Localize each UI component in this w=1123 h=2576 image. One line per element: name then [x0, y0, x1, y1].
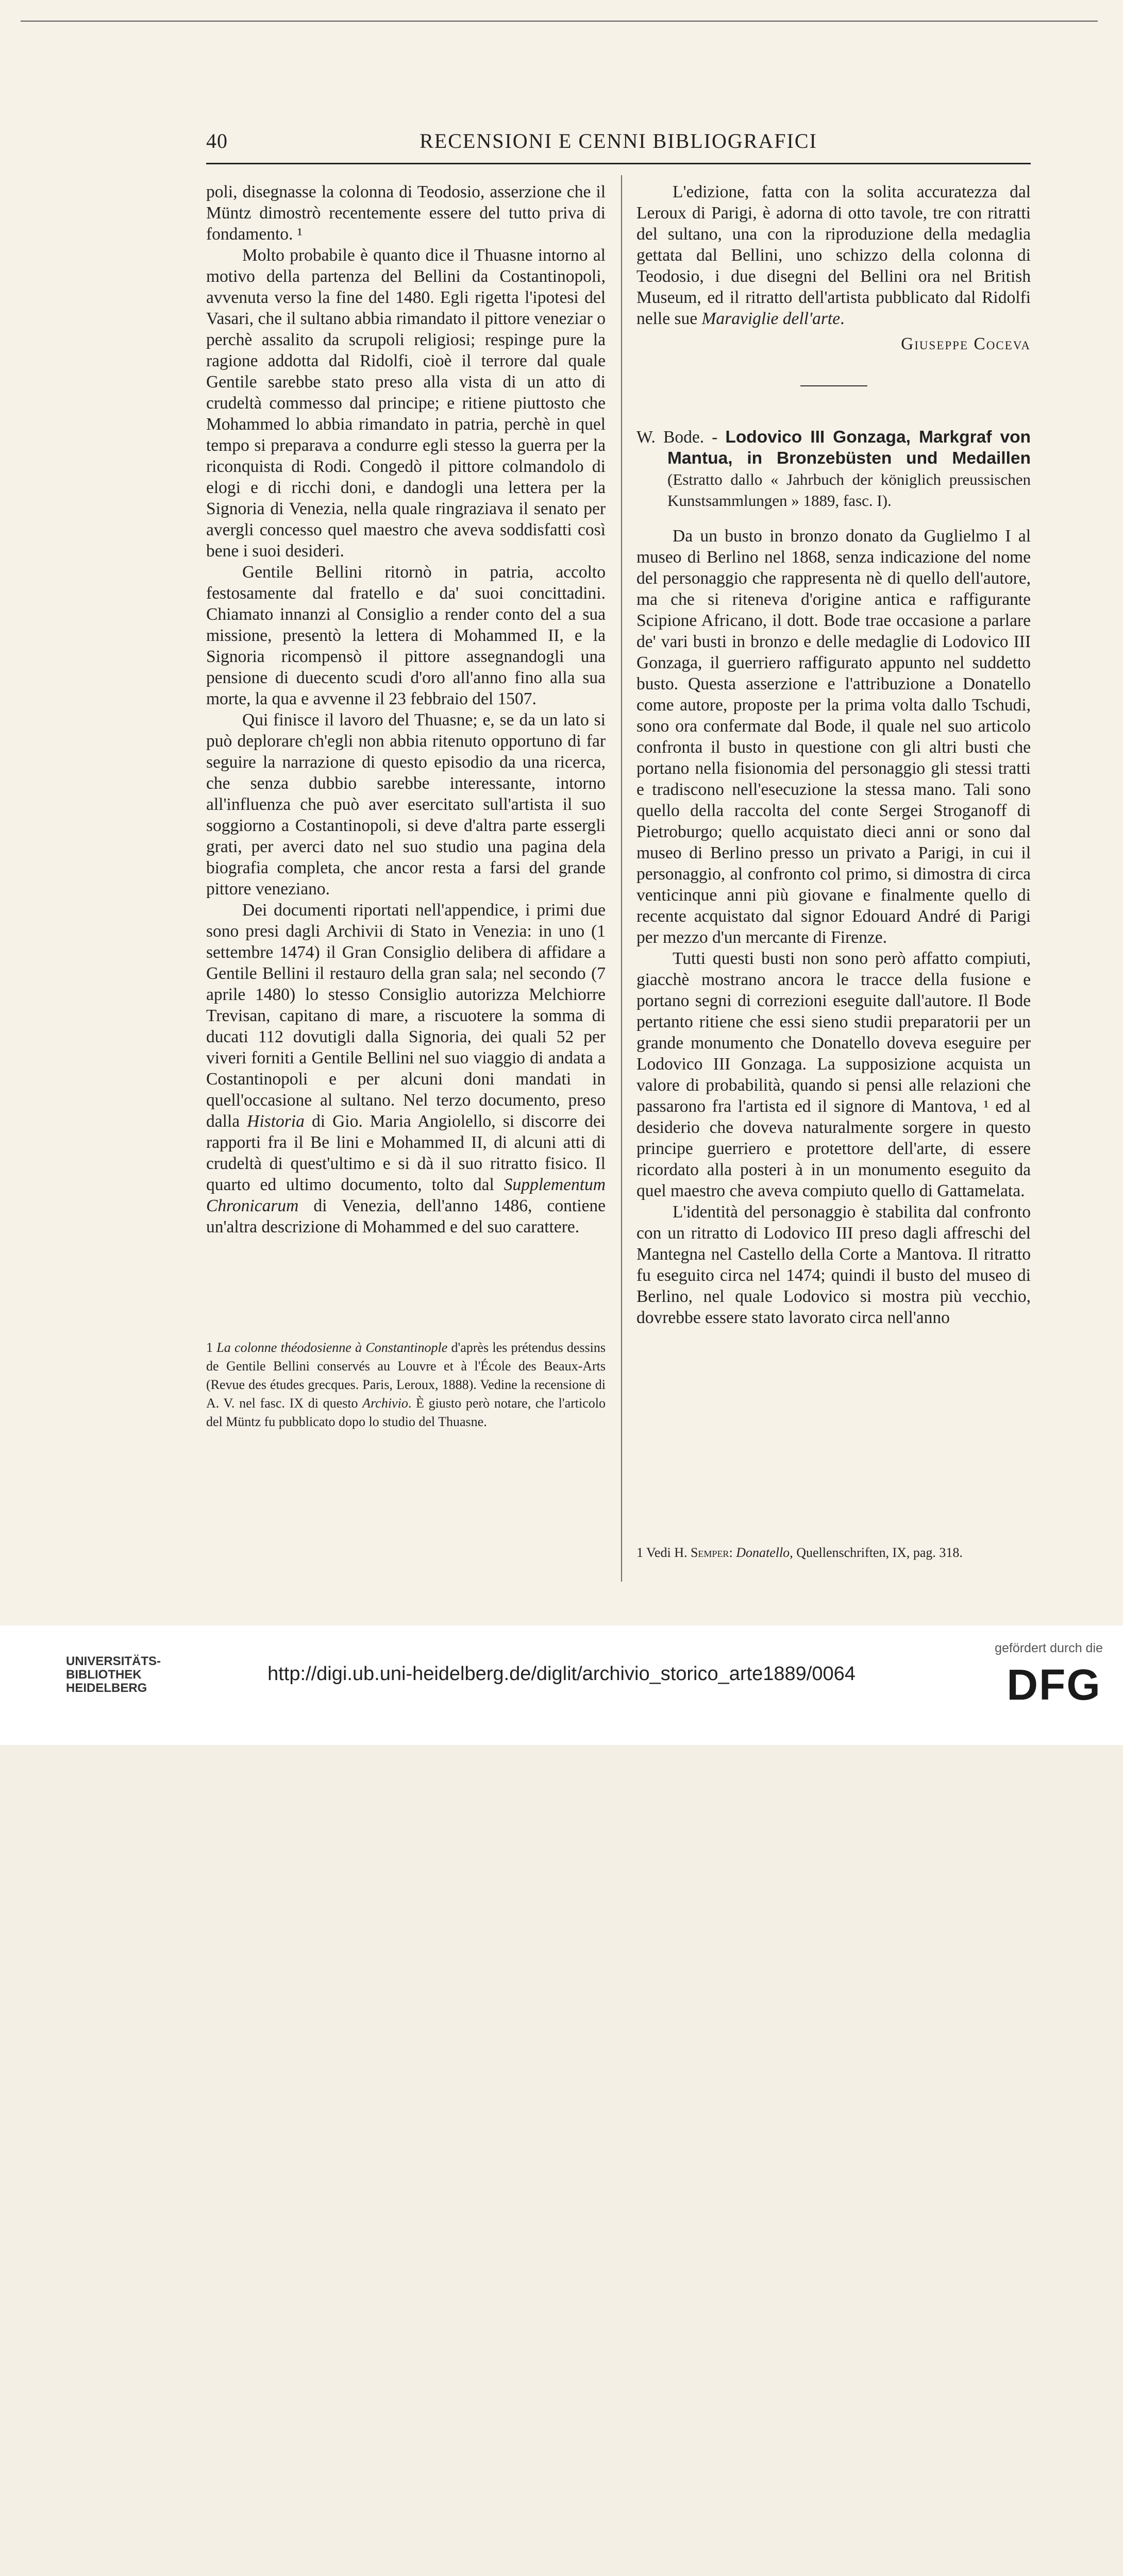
- library-name: UNIVERSITÄTS- BIBLIOTHEK HEIDELBERG: [66, 1654, 161, 1695]
- review-author: W. Bode. -: [636, 428, 726, 447]
- paragraph: L'identità del personaggio è stabilita dal confronto con un ritratto di Lodovico III preso dagli affreschi del Mantegna nel Castello della Corte a Mantova. Il ritratto fu eseguito circa nel 1474; quindi il busto del museo di Berlino, nel quale Lodovico si mostra più vecchio, dovrebbe essere stato lavorato circa nell'anno: [636, 1202, 1031, 1327]
- footnote-title: La colonne théodosienne à Constantinople: [216, 1340, 448, 1355]
- footnote-text: , Quellenschriften, IX, pag. 318.: [790, 1545, 963, 1560]
- footnote-text: d'après les prétendus dessins de Gentile Bellini conservés au Louvre et à l'École des Beaux-Arts (Revue des études grecques. Paris, Leroux, 1888). Vedine la recensione di A. V. nel fasc. IX di questo: [206, 1340, 606, 1411]
- review-title: Lodovico III Gonzaga, Markgraf von Mantua, in Bronzebüsten und Medaillen: [667, 428, 1031, 468]
- funded-by-label: gefördert durch die: [995, 1641, 1103, 1655]
- dfg-logo: DFG: [1007, 1660, 1101, 1709]
- footnote-archivio: Archivio: [362, 1396, 408, 1411]
- footnote-number: 1: [206, 1340, 213, 1355]
- scan-edge-rule: [21, 21, 1098, 22]
- footer-bar: [0, 1625, 1123, 1745]
- left-column: [206, 181, 606, 1238]
- paragraph: Qui finisce il lavoro del Thuasne; e, se da un lato si può deplorare ch'egli non abbia ritenuto opportuno di far seguire la narrazione di questo episodio da una ricerca, che senza dubbio sarebbe interessante, intorno all'influenza che può aver esercitato sull'artista il suo soggiorno a Costantinopoli, si deve d'altra parte essergli grati, per averci dato nel suo studio una pagina dela biografia completa, che ancor resta a farsi del grande pittore veneziano.: [206, 710, 606, 899]
- section-rule: [800, 385, 867, 386]
- text-run: di Gio. Maria Angiolello, si discorre dei rapporti fra il Be lini e Mohammed II, di alcuni atti di crudeltà di quest'ultimo e si dà il suo ritratto fisico. Il quarto ed ultimo documento, tolto dal: [206, 1112, 606, 1194]
- spacer: [636, 511, 1031, 526]
- header-rule: [206, 163, 1031, 164]
- review-heading: [636, 427, 1031, 511]
- paragraph: poli, disegnasse la colonna di Teodosio, asserzione che il Müntz dimostrò recentemente essere del tutto priva di fondamento. ¹: [206, 182, 606, 244]
- paragraph: [636, 181, 1031, 329]
- footnote-right: [636, 1544, 1031, 1562]
- footnote-text: :: [729, 1545, 736, 1560]
- text-run: Dei documenti riportati nell'appendice, i primi due sono presi dagli Archivii di Stato in Venezia: in uno (1 settembre 1474) il Gran Consiglio delibera di affidare a Gentile Bellini il restauro della gran sala; nel secondo (7 aprile 1480) lo stesso Consiglio autorizza Melchiorre Trevisan, capitano di mare, a riscuotere la somma di ducati 112 dovutigli dalla Signoria, dei quali 52 per viveri forniti a Gentile Bellini nel suo viaggio di andata a Costantinopoli e per alcuni doni mandati in quell'occasione al sultano. Nel terzo documento, preso dalla: [206, 901, 606, 1131]
- footnote-title: Donatello: [736, 1545, 790, 1560]
- right-column: [636, 181, 1031, 1328]
- page-number: 40: [206, 129, 228, 152]
- italic-title: Supplementum Chronicarum: [206, 1175, 606, 1215]
- footnote-left: [206, 1338, 606, 1431]
- text-run: di Venezia, dell'anno 1486, contiene un'altra descrizione di Mohammed e del suo carattere.: [206, 1196, 606, 1236]
- paragraph: Da un busto in bronzo donato da Guglielmo I al museo di Berlino nel 1868, senza indicazione del nome del personaggio che rappresenta nè di quello dell'autore, ma che si riteneva d'origine antica e raffigurante Scipione Africano, il dott. Bode trae occasione a parlare de' vari busti in bronzo e delle medaglie di Lodovico III Gonzaga, il guerriero raffigurato appunto nel suddetto busto. Questa asserzione e l'attribuzione a Donatello come autore, proposte per la prima volta dallo Tschudi, sono ora confermate dal Bode, il quale nel suo articolo confronta il busto in questione con gli altri busti che portano nella fisionomia del personaggio gli stessi tratti e tradiscono nell'esecuzione la stessa mano. Tali sono quello della raccolta del conte Sergei Stroganoff di Pietroburgo; quello acquistato dieci anni or sono dal museo di Berlino presso un privato a Parigi, in cui il personaggio, al confronto col primo, si dimostra di circa venticinque anni più giovane e finalmente quello di recente acquistato dal signor Edouard André di Parigi per mezzo d'un mercante di Firenze.: [636, 527, 1031, 947]
- text-run: .: [840, 309, 845, 328]
- paragraph: Tutti questi busti non sono però affatto compiuti, giacchè mostrano ancora le tracce della fusione e portano segni di correzioni eseguite dall'autore. Il Bode pertanto ritiene che essi sieno studii preparatorii per un grande monumento che Donatello doveva eseguire per Lodovico III Gonzaga. La supposizione acquista un valore di probabilità, quando si pensi alle relazioni che passarono fra l'artista ed il signore di Mantova, ¹ ed al desiderio che doveva naturalmente sorgere in questo principe guerriero e protettore dell'arte, di essere ricordato alla posteri à in un monumento eseguito da quel maestro che aveva compiuto quello di Gattamelata.: [636, 949, 1031, 1200]
- footnote-text: 1 Vedi H.: [636, 1545, 691, 1560]
- italic-title: Historia: [247, 1112, 305, 1131]
- paragraph: Gentile Bellini ritornò in patria, accolto festosamente dal fratello e da' suoi concittadini. Chiamato innanzi al Consiglio a render conto del a sua missione, presentò la lettera di Mohammed II, e la Signoria ricompensò il pittore assegnandogli una pensione di duecento scudi d'oro all'anno fino alla sua morte, la qua e avvenne il 23 febbraio del 1507.: [206, 563, 606, 708]
- italic-title: Maraviglie dell'arte: [701, 309, 841, 328]
- running-title: RECENSIONI E CENNI BIBLIOGRAFICI: [420, 129, 817, 152]
- footnote-author: Semper: [690, 1545, 729, 1560]
- footnote-text: . È giusto però notare, che l'articolo del Müntz fu pubblicato dopo lo studio del Thuasne.: [206, 1396, 606, 1429]
- review-source: (Estratto dallo « Jahrbuch der königlich preussischen Kunstsammlungen » 1889, fasc. I).: [667, 470, 1031, 510]
- column-divider: [621, 175, 622, 1582]
- review-signature: Giuseppe Coceva: [901, 334, 1031, 353]
- text-run: L'edizione, fatta con la solita accuratezza dal Leroux di Parigi, è adorna di otto tavole, tre con ritratti del sultano, una con la riproduzione della medaglia gettata dal Bellini, uno schizzo della colonna di Teodosio, i due disegni del Bellini ora nel British Museum, ed il ritratto dell'artista pubblicato dal Ridolfi nelle sue: [636, 182, 1031, 328]
- paragraph: [206, 900, 606, 1238]
- paragraph: Molto probabile è quanto dice il Thuasne intorno al motivo della partenza del Bellini da Costantinopoli, avvenuta verso la fine del 1480. Egli rigetta l'ipotesi del Vasari, che il sultano abbia rimandato il pittore veneziar o perchè assalito da scrupoli religiosi; respinge pure la ragione addotta dal Ridolfi, cioè il terrore dal quale Gentile sarebbe stato preso alla vista di un atto di crudeltà commesso dal principe; e ritiene piuttosto che Mohammed lo abbia rimandato in patria, perchè in quel tempo si preparava a condurre egli stesso la guerra per la riconquista di Rodi. Congedò il pittore colmandolo di elogi e di ricchi doni, e dandogli una lettera per la Signoria di Venezia, nella quale ringraziava il senato per avergli concesso quel maestro che aveva soddisfatti così bene i suoi desideri.: [206, 246, 606, 561]
- permalink-url[interactable]: http://digi.ub.uni-heidelberg.de/diglit/archivio_storico_arte1889/0064: [267, 1663, 856, 1685]
